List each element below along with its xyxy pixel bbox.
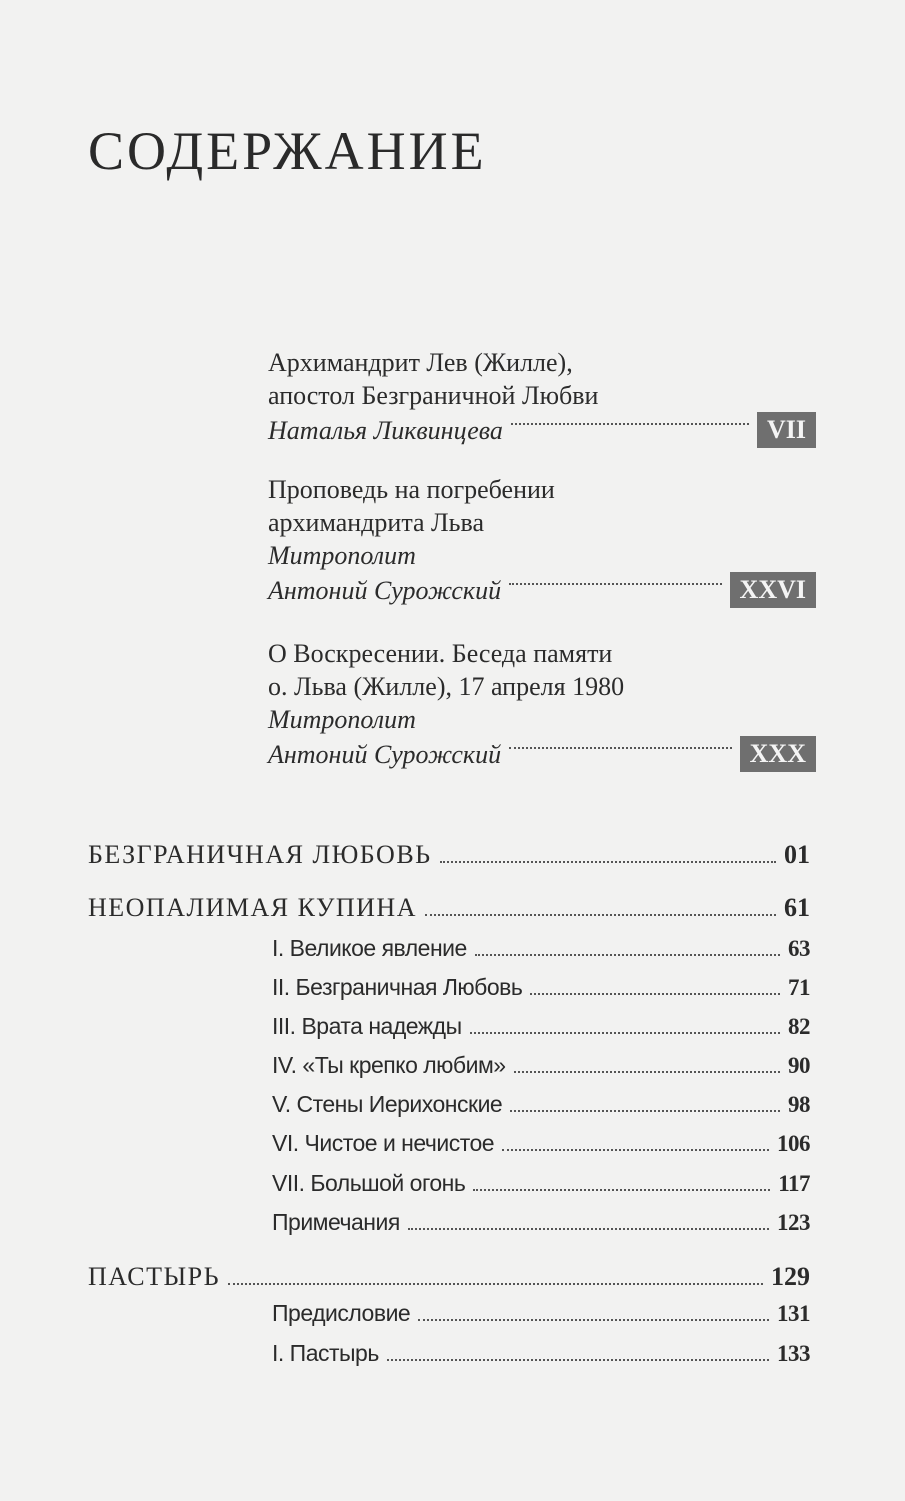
toc-subsection[interactable] xyxy=(272,1130,810,1157)
subsection-page: 98 xyxy=(788,1092,810,1117)
leader-dots xyxy=(387,1359,769,1361)
entry-title-line: Архимандрит Лев (Жилле), xyxy=(268,348,573,377)
leader-dots xyxy=(470,1032,780,1034)
entry-title-line: О Воскресении. Беседа памяти xyxy=(268,639,613,668)
leader-dots xyxy=(510,1110,780,1112)
section-page: 61 xyxy=(784,893,810,922)
leader-dots xyxy=(408,1228,769,1230)
leader-dots xyxy=(509,747,732,749)
leader-dots xyxy=(509,583,721,585)
subsection-page: 90 xyxy=(788,1053,810,1078)
leader-dots xyxy=(418,1319,769,1321)
toc-subsection[interactable] xyxy=(272,974,810,1001)
section-label: ПАСТЫРЬ xyxy=(88,1262,221,1291)
section-label: НЕОПАЛИМАЯ КУПИНА xyxy=(88,893,417,922)
front-entry[interactable] xyxy=(268,637,816,772)
toc-subsection[interactable] xyxy=(272,935,810,962)
toc-subsection[interactable] xyxy=(272,1300,810,1327)
front-entry[interactable] xyxy=(268,346,816,448)
front-entry[interactable] xyxy=(268,473,816,608)
toc-section[interactable] xyxy=(88,1262,810,1292)
entry-author: Антоний Сурожский xyxy=(268,575,502,605)
subsection-label: V. Стены Иерихонские xyxy=(272,1091,503,1117)
page-number-badge: VII xyxy=(757,412,816,448)
author-row xyxy=(268,572,816,608)
toc-subsection[interactable] xyxy=(272,1340,810,1367)
page-number-badge: XXX xyxy=(740,736,816,772)
subsection-label: Примечания xyxy=(272,1209,400,1235)
toc-subsection[interactable] xyxy=(272,1052,810,1079)
section-page: 129 xyxy=(771,1262,810,1291)
subsection-label: VII. Большой огонь xyxy=(272,1170,466,1196)
subsection-page: 71 xyxy=(788,975,810,1000)
leader-dots xyxy=(514,1071,780,1073)
subsection-label: I. Пастырь xyxy=(272,1340,379,1366)
leader-dots xyxy=(425,914,776,916)
author-row xyxy=(268,412,816,448)
page-title: СОДЕРЖАНИЕ xyxy=(88,121,487,181)
subsection-label: I. Великое явление xyxy=(272,935,467,961)
leader-dots xyxy=(502,1149,769,1151)
toc-section[interactable] xyxy=(88,840,810,870)
subsection-page: 117 xyxy=(778,1171,810,1196)
subsection-label: Предисловие xyxy=(272,1300,411,1326)
toc-subsection[interactable] xyxy=(272,1209,810,1236)
subsection-label: IV. «Ты крепко любим» xyxy=(272,1052,506,1078)
subsection-label: II. Безграничная Любовь xyxy=(272,974,523,1000)
subsection-label: III. Врата надежды xyxy=(272,1013,462,1039)
toc-subsection[interactable] xyxy=(272,1170,810,1197)
leader-dots xyxy=(228,1283,763,1285)
toc-subsection[interactable] xyxy=(272,1013,810,1040)
subsection-page: 123 xyxy=(777,1210,810,1235)
entry-title-line: Проповедь на погребении xyxy=(268,475,555,504)
toc-subsection[interactable] xyxy=(272,1091,810,1118)
leader-dots xyxy=(440,861,776,863)
subsection-page: 63 xyxy=(788,936,810,961)
leader-dots xyxy=(475,954,780,956)
toc-section[interactable] xyxy=(88,893,810,923)
subsection-page: 106 xyxy=(777,1131,810,1156)
entry-author: Антоний Сурожский xyxy=(268,739,502,769)
author-row xyxy=(268,736,816,772)
section-page: 01 xyxy=(784,840,810,869)
subsection-label: VI. Чистое и нечистое xyxy=(272,1130,495,1156)
leader-dots xyxy=(511,423,749,425)
entry-author-title: Митрополит xyxy=(268,705,416,734)
subsection-page: 133 xyxy=(777,1341,810,1366)
subsection-page: 82 xyxy=(788,1014,810,1039)
leader-dots xyxy=(473,1189,770,1191)
entry-author-title: Митрополит xyxy=(268,541,416,570)
section-label: БЕЗГРАНИЧНАЯ ЛЮБОВЬ xyxy=(88,840,432,869)
leader-dots xyxy=(530,993,780,995)
subsection-page: 131 xyxy=(777,1301,810,1326)
entry-title-line: апостол Безграничной Любви xyxy=(268,381,599,410)
entry-title-line: о. Льва (Жилле), 17 апреля 1980 xyxy=(268,672,625,701)
page-number-badge: XXVI xyxy=(730,572,816,608)
entry-author: Наталья Ликвинцева xyxy=(268,415,503,445)
entry-title-line: архимандрита Льва xyxy=(268,508,485,537)
